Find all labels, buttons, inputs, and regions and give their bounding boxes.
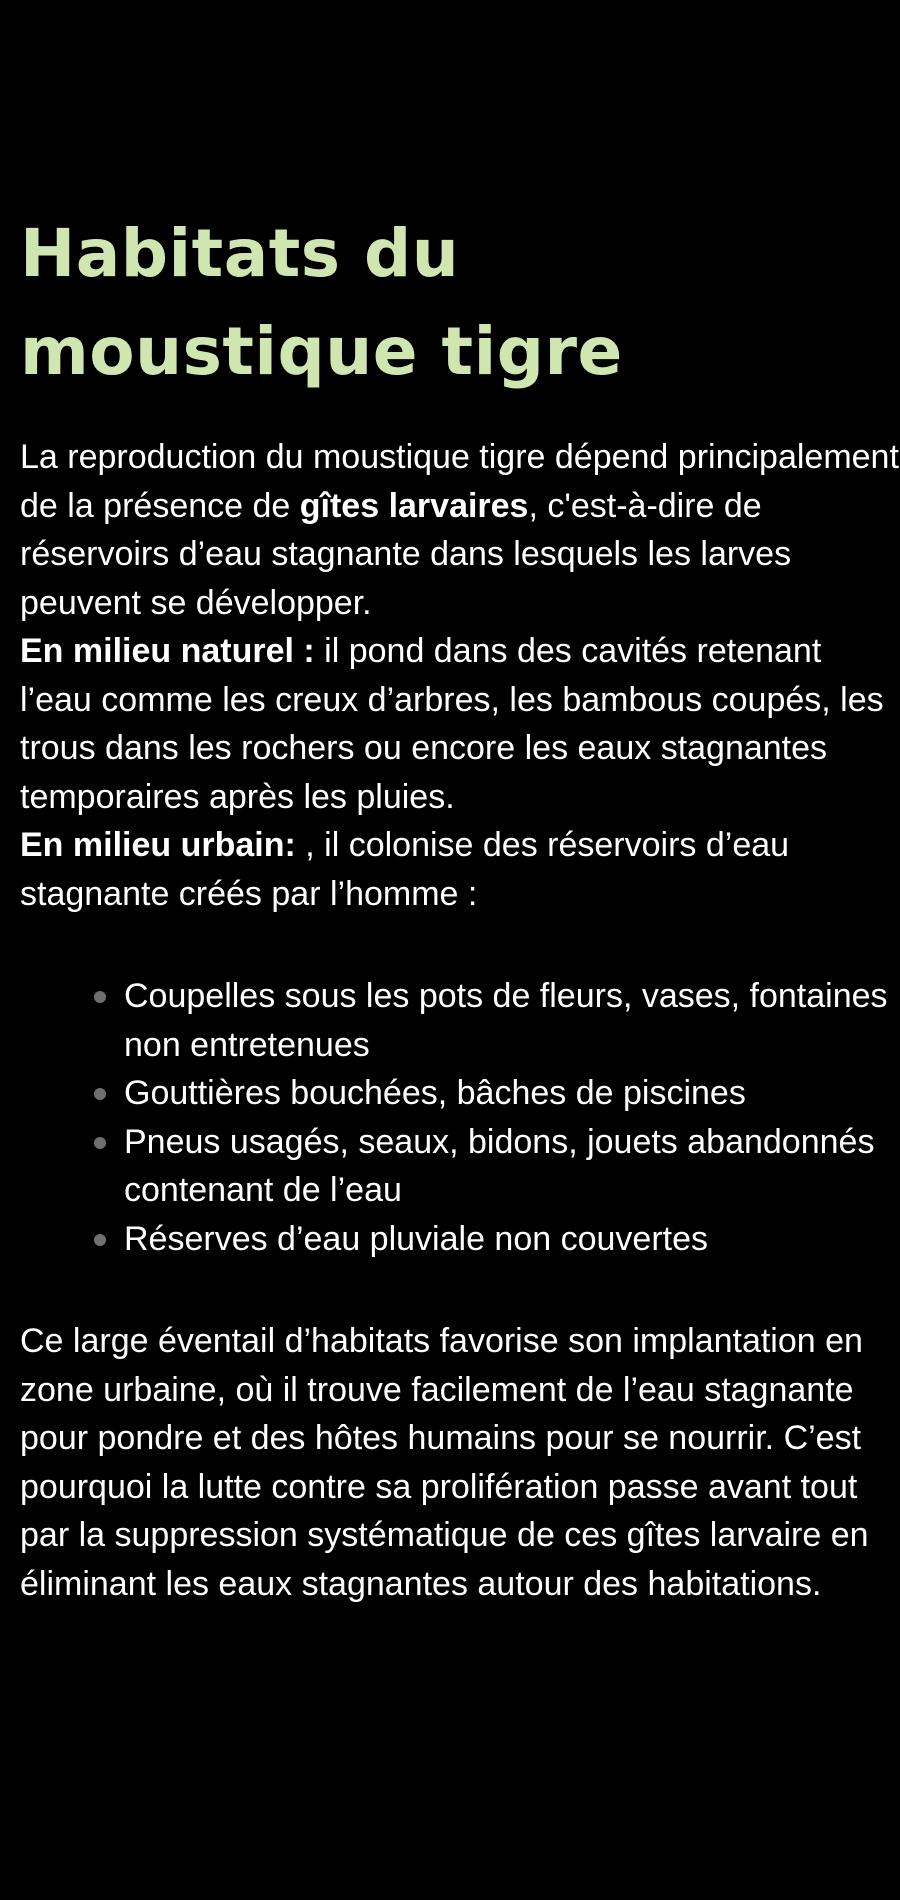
- title-line-2: moustique tigre: [20, 313, 623, 390]
- urban-text: , il colonise des réservoirs d’eau stagnante créés par l’homme :: [20, 826, 790, 913]
- bullet-icon: [94, 1234, 106, 1246]
- intro-paragraph: [20, 433, 900, 627]
- conclusion-paragraph: Ce large éventail d’habitats favorise son implantation en zone urbaine, où il trouve facilement de l’eau stagnante pour pondre et des hôtes humains pour se nourrir. C’est pourquoi la lutte contre sa prolifération passe avant tout par la suppression systématique de ces gîtes larvaire en éliminant les eaux stagnantes autour des habitations.: [20, 1322, 869, 1603]
- article: [20, 205, 900, 1608]
- natural-label: En milieu naturel :: [20, 632, 315, 670]
- page-title: [20, 205, 900, 401]
- list-item-text: Gouttières bouchées, bâches de piscines: [124, 1074, 746, 1112]
- list-item: [124, 972, 900, 1069]
- intro-text-after: , c'est-à-dire de réservoirs d’eau stagnante dans lesquels les larves peuvent se développer.: [20, 486, 792, 622]
- list-item: [124, 1118, 900, 1215]
- habitat-list: [20, 972, 900, 1263]
- bullet-icon: [94, 1088, 106, 1100]
- intro-emphasis: gîtes larvaires: [299, 486, 529, 525]
- urban-label: En milieu urbain:: [20, 826, 296, 864]
- bullet-icon: [94, 991, 106, 1003]
- natural-text: il pond dans des cavités retenant l’eau comme les creux d’arbres, les bambous coupés, les trous dans les rochers ou encore les eaux stagnantes temporaires après les pluies.: [20, 632, 884, 816]
- list-item: [124, 1069, 900, 1118]
- natural-paragraph: [20, 627, 900, 821]
- list-item-text: Pneus usagés, seaux, bidons, jouets abandonnés contenant de l’eau: [124, 1122, 875, 1209]
- intro-text-before: La reproduction du moustique tigre dépend principalement de la présence de: [20, 438, 899, 525]
- list-item-text: Coupelles sous les pots de fleurs, vases, fontaines non entretenues: [124, 977, 888, 1064]
- urban-paragraph: [20, 821, 900, 918]
- list-item-text: Réserves d’eau pluviale non couvertes: [124, 1219, 709, 1258]
- list-item: [124, 1215, 900, 1264]
- title-line-1: Habitats du: [20, 215, 460, 292]
- bullet-icon: [94, 1137, 106, 1149]
